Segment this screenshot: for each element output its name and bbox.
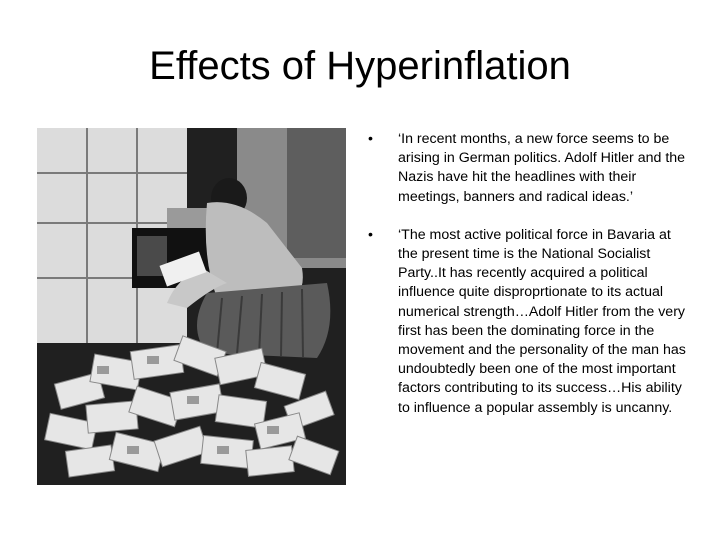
quote-list <box>368 130 688 437</box>
bullet-marker: • <box>368 226 373 243</box>
slide-title: Effects of Hyperinflation <box>149 44 571 88</box>
quote-text: ‘In recent months, a new force seems to be arising in German politics. Adolf Hitler and the Nazis have hit the headlines with their meetings, banners and radical ideas.’ <box>398 131 686 205</box>
list-item <box>368 226 688 418</box>
hyperinflation-photograph <box>37 128 346 485</box>
photograph-icon <box>37 128 346 485</box>
bullet-marker: • <box>368 131 373 147</box>
quote-text: ‘The most active political force in Bavaria at the present time is the National Socialist Party..It has recently acquired a political influence quite disproprtionate to its actual numerical strength…Adolf Hitler from the very first has been the dominating force in the movement and the personality of the man has undoubtedly been one of the most important factors contributing to its success…His ability to influence a popular assembly is uncanny. <box>398 226 686 416</box>
list-item <box>368 130 688 207</box>
